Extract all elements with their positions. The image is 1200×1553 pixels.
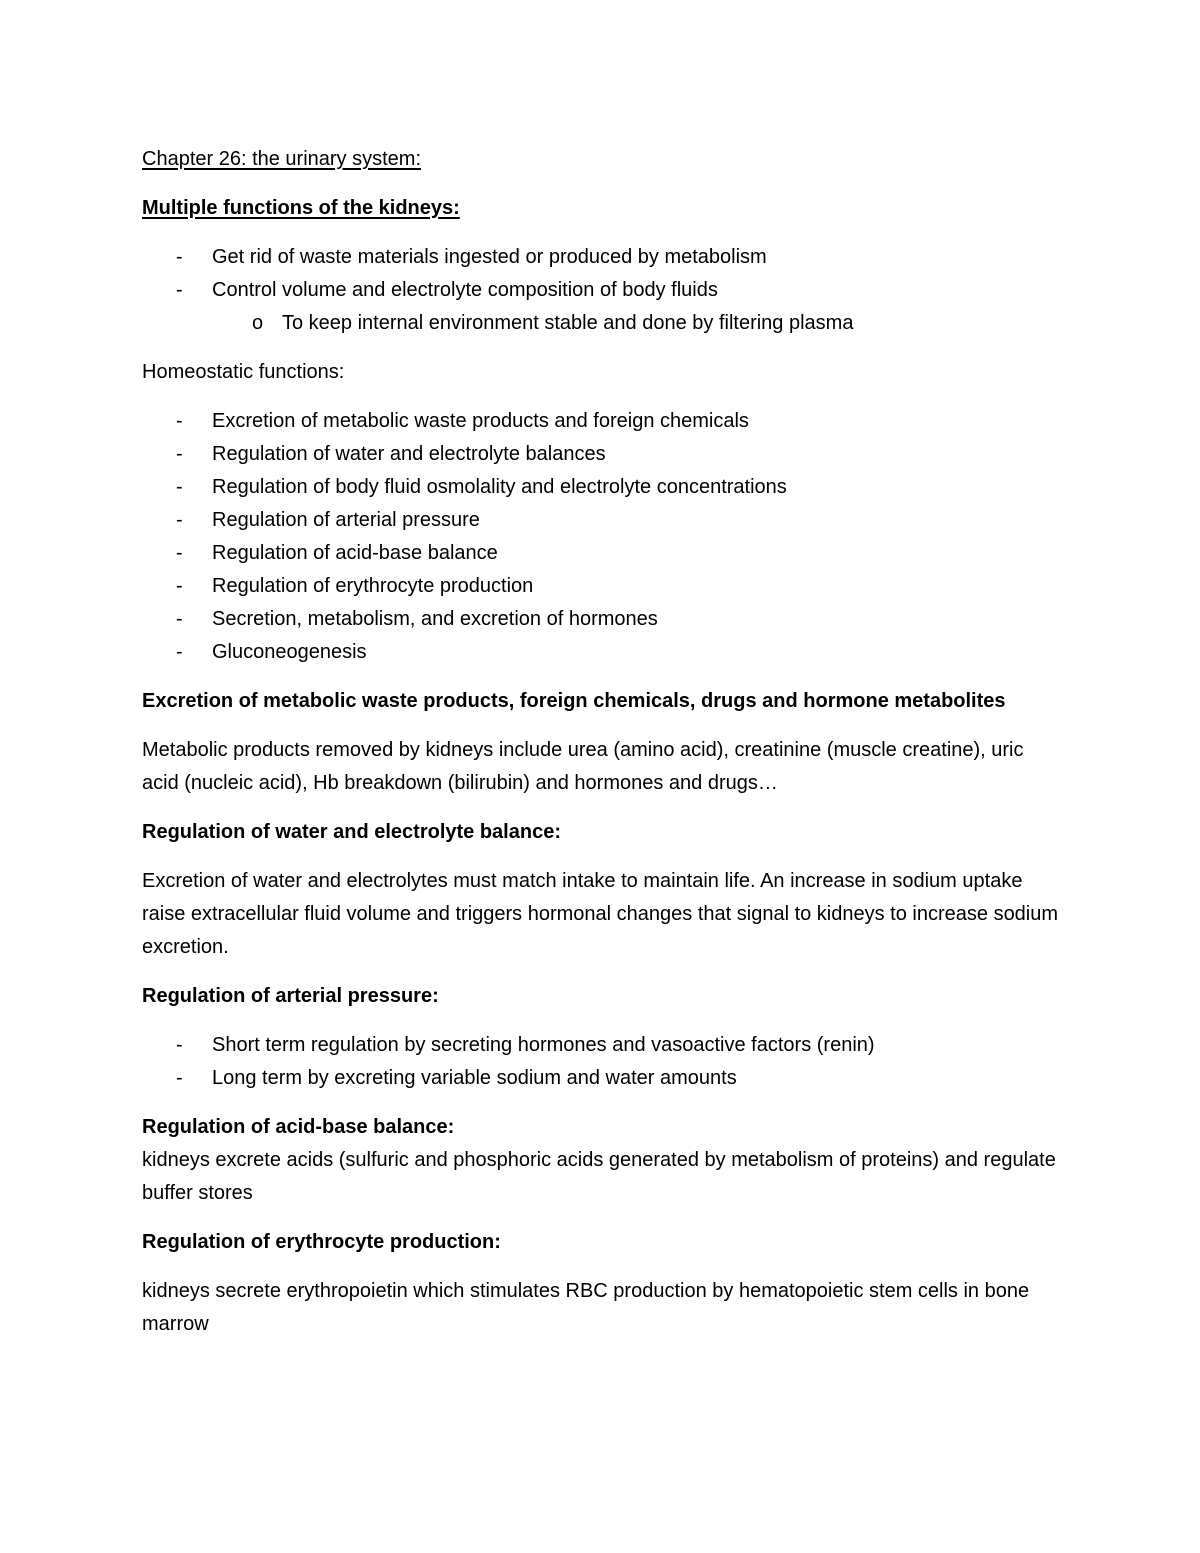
- excretion-text: Metabolic products removed by kidneys include urea (amino acid), creatinine (muscle creatine), uric acid (nucleic acid), Hb breakdown (bilirubin) and hormones and drugs…: [142, 739, 1024, 794]
- list-item: - Short term regulation by secreting hormones and vasoactive factors (renin): [142, 1029, 1062, 1062]
- functions-heading: Multiple functions of the kidneys:: [142, 197, 460, 219]
- list-item: - Regulation of water and electrolyte balances: [142, 438, 1062, 471]
- erythro-heading: Regulation of erythrocyte production:: [142, 1231, 501, 1253]
- list-item: - Regulation of arterial pressure: [142, 504, 1062, 537]
- list-item: - Excretion of metabolic waste products and foreign chemicals: [142, 405, 1062, 438]
- list-item: - Regulation of body fluid osmolality and electrolyte concentrations: [142, 471, 1062, 504]
- list-item: - Regulation of erythrocyte production: [142, 570, 1062, 603]
- list-item: - Long term by excreting variable sodium and water amounts: [142, 1062, 1062, 1095]
- acid-heading: Regulation of acid-base balance:: [142, 1116, 455, 1138]
- list-item: - Regulation of acid-base balance: [142, 537, 1062, 570]
- water-text: Excretion of water and electrolytes must match intake to maintain life. An increase in sodium uptake raise extracellular fluid volume and triggers hormonal changes that signal to kidneys to increase sodium excretion.: [142, 870, 1059, 958]
- acid-text: kidneys excrete acids (sulfuric and phosphoric acids generated by metabolism of proteins) and regulate buffer stores: [142, 1149, 1056, 1204]
- arterial-heading: Regulation of arterial pressure:: [142, 985, 439, 1007]
- list-item: - Gluconeogenesis: [142, 636, 1062, 669]
- erythro-text: kidneys secrete erythropoietin which stimulates RBC production by hematopoietic stem cells in bone marrow: [142, 1280, 1030, 1335]
- list-item: [142, 274, 1062, 340]
- homeostatic-heading: Homeostatic functions:: [142, 361, 345, 383]
- list-item-text: Control volume and electrolyte composition of body fluids: [212, 279, 718, 301]
- document-content: [142, 143, 1062, 1341]
- functions-list: [142, 241, 1062, 340]
- sub-list-item: o To keep internal environment stable and done by filtering plasma: [142, 307, 1062, 340]
- excretion-heading: Excretion of metabolic waste products, foreign chemicals, drugs and hormone metabolites: [142, 690, 1006, 712]
- water-heading: Regulation of water and electrolyte balance:: [142, 821, 561, 843]
- chapter-title: Chapter 26: the urinary system:: [142, 148, 422, 170]
- list-item: - Secretion, metabolism, and excretion of hormones: [142, 603, 1062, 636]
- list-item: - Get rid of waste materials ingested or produced by metabolism: [142, 241, 1062, 274]
- homeostatic-list: [142, 405, 1062, 669]
- sub-list: [212, 307, 1062, 340]
- arterial-list: [142, 1029, 1062, 1095]
